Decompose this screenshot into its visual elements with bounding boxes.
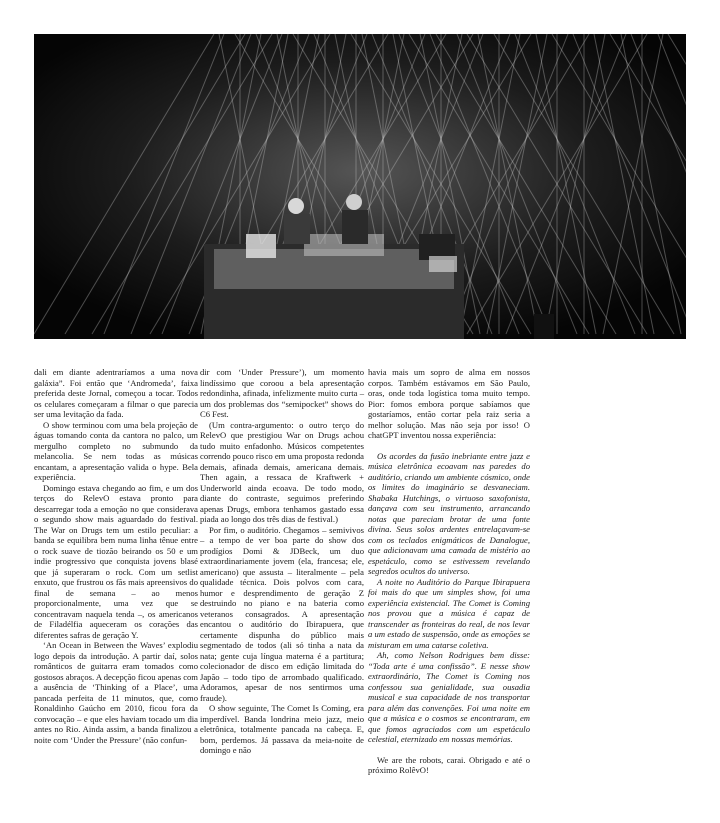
- paragraph: havia mais um sopro de alma em nossos corpos. Também estávamos em São Paulo, oras, onde toda logística toma muito tempo. Pior: fomos embora porque sabíamos que gostaríamos, então cortar pela raiz seria a melhor solução. Mas não seja por isso! O chatGPT inventou nossa experiência:: [368, 367, 530, 440]
- text-column-3: [368, 367, 530, 776]
- paragraph: (Um contra-argumento: o outro terço do RelevO que prestigiou War on Drugs achou tudo muito enfadonho. Músicos competentes correndo pouco risco em uma proposta redonda demais, afinada demais, americana demais. Then again, a ressaca de Kraftwerk + Underworld ainda ecoava. De todo modo, diante do contraste, seguimos preferindo apenas Drugs, embora tenhamos gastado essa piada ao longo dos três dias de festival.): [200, 419, 364, 524]
- concert-photo: [34, 34, 686, 339]
- text-column-2: [200, 367, 364, 756]
- text-column-1: [34, 367, 198, 745]
- paragraph: ‘An Ocean in Between the Waves’ explodiu logo depois da introdução. A partir daí, solos românticos de guitarra eram tomados como gostosos abraços. A decepção ficou apenas com a ausência de ‘Thinking of a Place’, uma pancada perfeita de 11 minutos, que, como Ronaldinho Gaúcho em 2010, ficou fora da convocação – e que eles haviam tocado um dia antes no Rio. Ainda assim, a banda finalizou a noite com ‘Under the Pressure’ (não confun-: [34, 640, 198, 745]
- paragraph: O show seguinte, The Comet Is Coming, era imperdível. Banda londrina meio jazz, meio eletrônica, totalmente pancada na cabeça. E, bom, perdemos. Já passava da meia-noite de domingo e não: [200, 703, 364, 755]
- concert-stage-photo: [34, 34, 686, 339]
- quote-paragraph: Os acordes da fusão inebriante entre jazz e música eletrônica ecoavam nas paredes do auditório, criando um ambiente cósmico, onde os limites do imaginário se desvaneciam. Shabaka Hutchings, o virtuoso saxofonista, dançava com seu instrumento, arrancando notas que pareciam brotar de uma fonte divina. Seus solos ardentes entrelaçavam-se com os teclados enigmáticos de Danalogue, que adicionavam uma camada de mistério ao espetáculo, como se estivessem revelando segredos ocultos do universo.: [368, 450, 530, 576]
- paragraph: Domingo estava chegando ao fim, e um dos terços do RelevO estava pronto para descarregar toda a emoção no que considerava o segundo show mais aguardado do festival. The War on Drugs tem um estilo peculiar: a banda se equilibra bem numa linha tênue entre o rock suave de tiozão beirando os 50 e um indie progressivo que conquista jovens blasé que já superaram o rock. Com um setlist enxuto, que frustrou os fãs mais apreensivos do final de semana – ao menos proporcionalmente, uma vez que se concentravam naquela tenda –, os americanos de Filadélfia aqueceram os corações das diferentes safras de geração Y.: [34, 482, 198, 640]
- paragraph: dali em diante adentraríamos a uma nova galáxia”. Foi então que ‘Andromeda’, faixa preferida deste Jornal, começou a tocar. Todos os celulares começaram a filmar o que parecia ser uma levitação da fada.: [34, 367, 198, 419]
- paragraph: Por fim, o auditório. Chegamos – semivivos – a tempo de ver boa parte do show dos prodígios Domi & JDBeck, um duo extraordinariamente jovem (ela, francesa; ele, americano) que assusta – literalmente – pela qualidade técnica. Dois polvos com cara, humor e desprendimento de geração Z destruindo no piano e na bateria como veteranos consagrados. A apresentação encantou o auditório do Ibirapuera, que certamente dispunha do público mais segmentado de todos (ali só tinha a nata da nata; gente cuja língua materna é a partitura; colecionador de disco em edição limitada do Japão – todo tipo de arrombado qualificado. Adoramos, apesar de nos sentirmos uma fraude).: [200, 524, 364, 703]
- paragraph: dir com ‘Under Pressure’), um momento lindíssimo que coroou a bela apresentação redondinha, afinada, infelizmente muito curta – um dos problemas dos “semipocket” shows do C6 Fest.: [200, 367, 364, 419]
- paragraph: O show terminou com uma bela projeção de águas tomando conta da cantora no palco, um mergulho completo no submundo da melancolia. Se nem todas as músicas encantam, a apresentação valida o hype. Bela experiência.: [34, 419, 198, 482]
- quote-paragraph: A noite no Auditório do Parque Ibirapuera foi mais do que um simples show, foi uma experiência existencial. The Comet is Coming nos provou que a música é capaz de transcender as fronteiras do real, de nos levar a um estado de suspensão, onde as emoções se misturam em uma catarse coletiva.: [368, 576, 530, 650]
- closing-paragraph: We are the robots, carai. Obrigado e até o próximo RolêvO!: [368, 754, 530, 775]
- quote-paragraph: Ah, como Nelson Rodrigues bem disse: “Toda arte é uma confissão”. E nesse show extraordinário, The Comet is Coming nos confessou sua genialidade, sua ousadia musical e sua capacidade de nos transportar para além das convenções. Foi uma noite em que a música e o cosmos se encontraram, em que fomos agraciados com um espetáculo celestial, eternizado em nossas memórias.: [368, 650, 530, 744]
